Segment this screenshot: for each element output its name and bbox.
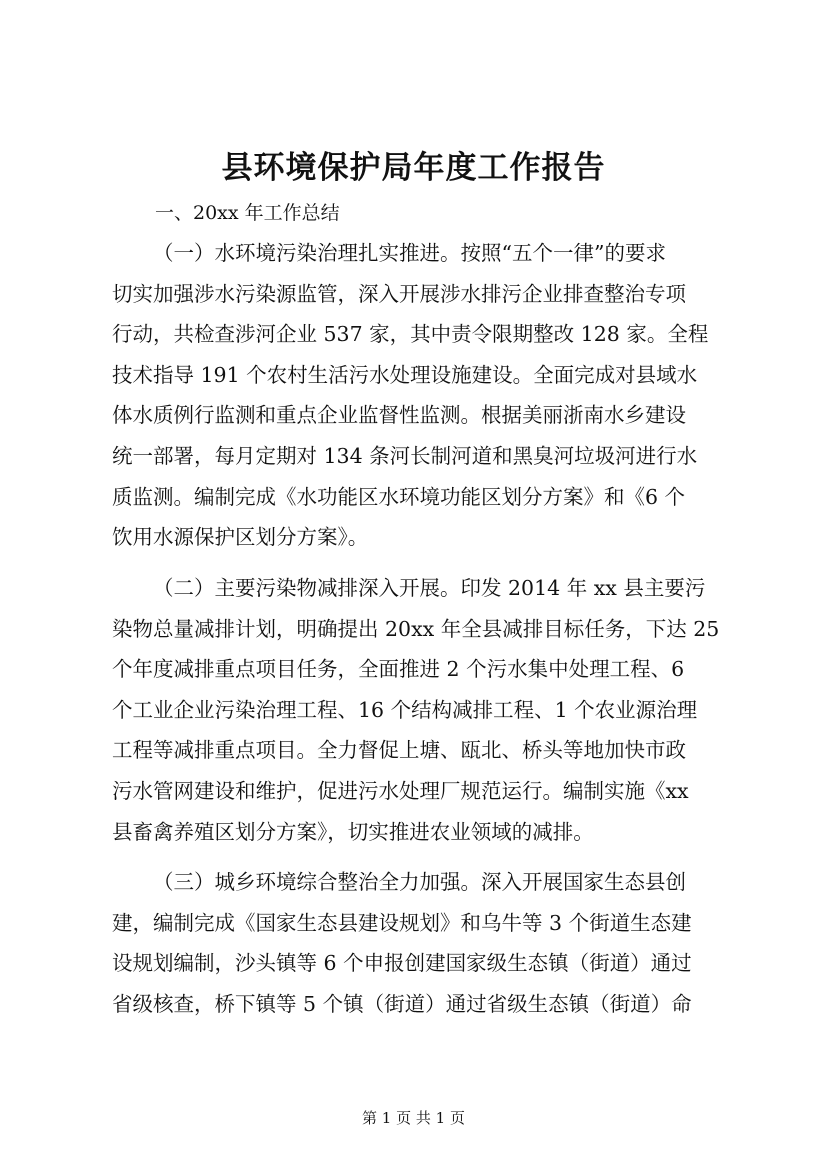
paragraph-line: 县畜禽养殖区划分方案》，切实推进农业领域的减排。 — [112, 819, 594, 844]
paragraph-line: 行动，共检查涉河企业 537 家，其中责令限期整改 128 家。全程 — [112, 322, 709, 347]
paragraph-line: 设规划编制，沙头镇等 6 个申报创建国家级生态镇（街道）通过 — [112, 951, 692, 976]
paragraph-line: 统一部署，每月定期对 134 条河长制河道和黑臭河垃圾河进行水 — [112, 443, 698, 468]
paragraph-line: 饮用水源保护区划分方案》。 — [112, 525, 369, 550]
paragraph-line: 工程等减排重点项目。全力督促上塘、瓯北、桥头等地加快市政 — [112, 738, 686, 763]
paragraph-line: 污水管网建设和维护，促进污水处理厂规范运行。编制实施《xx — [112, 778, 689, 803]
paragraph-line: 体水质例行监测和重点企业监督性监测。根据美丽浙南水乡建设 — [112, 403, 686, 428]
document-title: 县环境保护局年度工作报告 — [221, 150, 606, 186]
paragraph-water-pollution — [112, 233, 722, 558]
paragraph-line: （一）水环境污染治理扎实推进。按照“五个一律”的要求 — [153, 241, 666, 265]
paragraph-line: （二）主要污染物减排深入开展。印发 2014 年 xx 县主要污 — [153, 576, 706, 600]
paragraph-environment-improvement — [112, 862, 722, 1024]
paragraph-line: 个年度减排重点项目任务，全面推进 2 个污水集中处理工程、6 — [112, 657, 685, 682]
paragraph-line: 质监测。编制完成《水功能区水环境功能区划分方案》和《6 个 — [112, 484, 686, 509]
paragraph-line: （三）城乡环境综合整治全力加强。深入开展国家生态县创 — [153, 870, 686, 894]
paragraph-line: 技术指导 191 个农村生活污水处理设施建设。全面完成对县域水 — [112, 362, 698, 387]
paragraph-line: 染物总量减排计划，明确提出 20xx 年全县减排目标任务，下达 25 — [112, 616, 720, 641]
paragraph-line: 建，编制完成《国家生态县建设规划》和乌牛等 3 个街道生态建 — [112, 910, 692, 935]
paragraph-line: 个工业企业污染治理工程、16 个结构减排工程、1 个农业源治理 — [112, 697, 698, 722]
page-footer: 第 1 页 共 1 页 — [362, 1109, 465, 1127]
paragraph-emission-reduction — [112, 568, 722, 852]
section-heading: 一、20xx 年工作总结 — [155, 202, 340, 224]
paragraph-line: 切实加强涉水污染源监管，深入开展涉水排污企业排查整治专项 — [112, 281, 686, 306]
paragraph-line: 省级核查，桥下镇等 5 个镇（街道）通过省级生态镇（街道）命 — [112, 991, 692, 1016]
